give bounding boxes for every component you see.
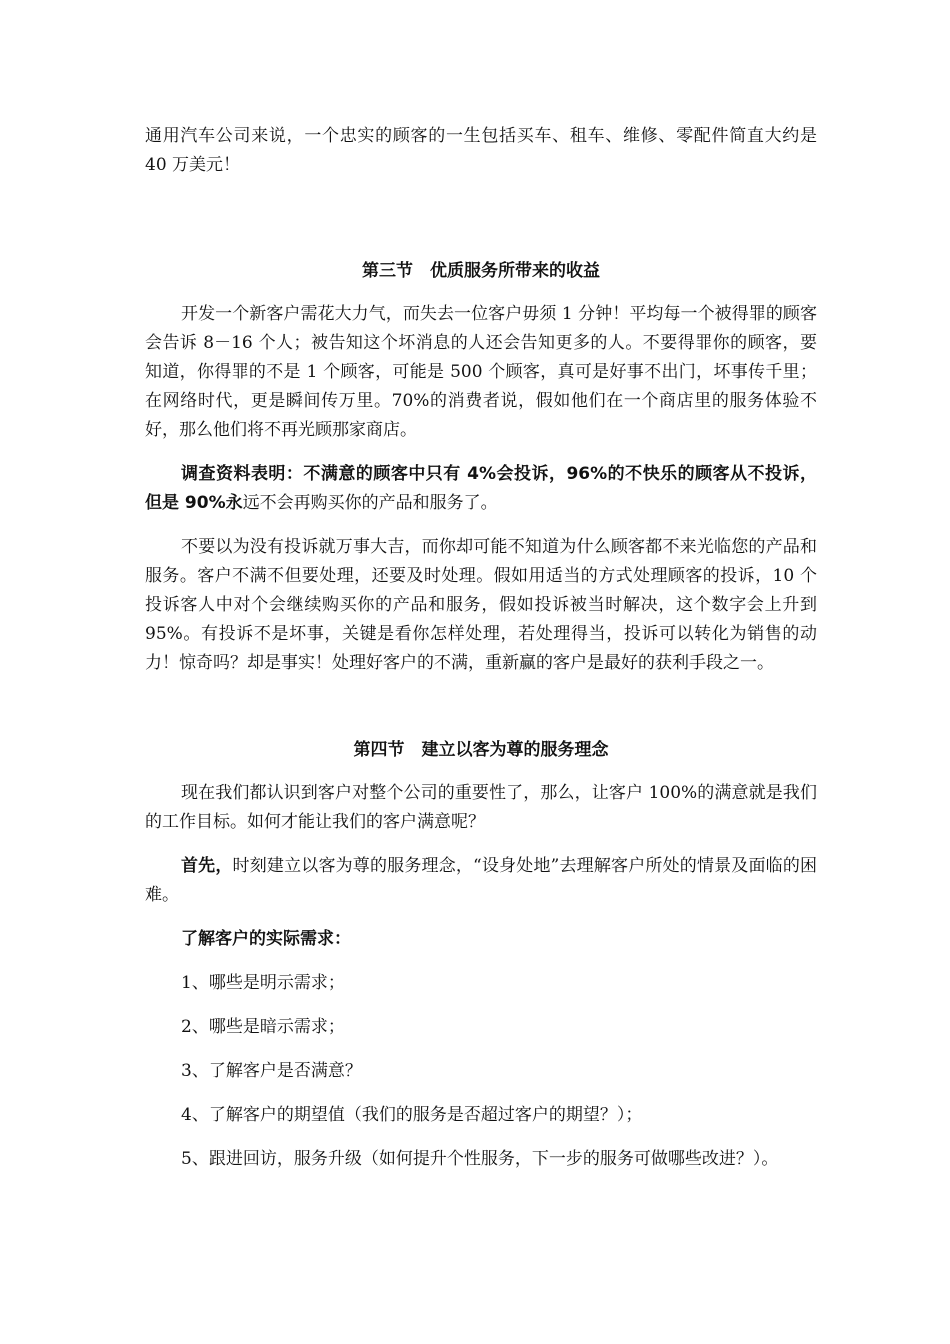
section-3-paragraph-3: 不要以为没有投诉就万事大吉，而你却可能不知道为什么顾客都不来光临您的产品和服务。客户不满不但要处理，还要及时处理。假如用适当的方式处理顾客的投诉，10 个投诉客人中对个会继续购买你的产品和服务，假如投诉被当时解决，这个数字会上升到 95%。有投诉不是坏事，关键是看你怎样处理，若处理得当，投诉可以转化为销售的动力！惊奇吗？却是事实！处理好客户的不满，重新赢的客户是最好的获利手段之一。 [145, 537, 817, 673]
survey-finding-bold: 调查资料表明：不满意的顾客中只有 4%会投诉，96%的不快乐的顾客从不投诉，但是 90%永 [145, 464, 817, 513]
first-bold-lead: 首先， [181, 856, 233, 876]
continuation-paragraph: 通用汽车公司来说，一个忠实的顾客的一生包括买车、租车、维修、零配件简直大约是 40 万美元！ [145, 126, 817, 175]
list-item: 2、哪些是暗示需求； [181, 1017, 345, 1037]
list-item: 4、了解客户的期望值（我们的服务是否超过客户的期望？）； [181, 1105, 643, 1125]
first-rest: 时刻建立以客为尊的服务理念，“设身处地”去理解客户所处的情景及面临的困难。 [145, 856, 818, 905]
needs-heading: 了解客户的实际需求： [181, 929, 351, 949]
list-item: 3、了解客户是否满意？ [181, 1061, 362, 1081]
document-body [145, 122, 817, 1174]
section-4-paragraph-2 [145, 852, 817, 910]
survey-finding-rest: 远不会再购买你的产品和服务了。 [242, 493, 498, 513]
section-4-title: 第四节 建立以客为尊的服务理念 [353, 740, 609, 760]
section-3-paragraph-2 [145, 460, 817, 518]
section-4-paragraph-1: 现在我们都认识到客户对整个公司的重要性了，那么，让客户 100%的满意就是我们的工作目标。如何才能让我们的客户满意呢？ [145, 783, 817, 832]
section-3-title: 第三节 优质服务所带来的收益 [362, 261, 600, 281]
list-item: 1、哪些是明示需求； [181, 973, 345, 993]
list-item: 5、跟进回访，服务升级（如何提升个性服务，下一步的服务可做哪些改进？）。 [181, 1149, 779, 1169]
section-3-paragraph-1: 开发一个新客户需花大力气，而失去一位客户毋须 1 分钟！平均每一个被得罪的顾客会告诉 8－16 个人；被告知这个坏消息的人还会告知更多的人。不要得罪你的顾客，要知道，你得罪的不是 1 个顾客，可能是 500 个顾客，真可是好事不出门，坏事传千里；在网络时代，更是瞬间传万里。70%的消费者说，假如他们在一个商店里的服务体验不好，那么他们将不再光顾那家商店。 [145, 304, 817, 440]
